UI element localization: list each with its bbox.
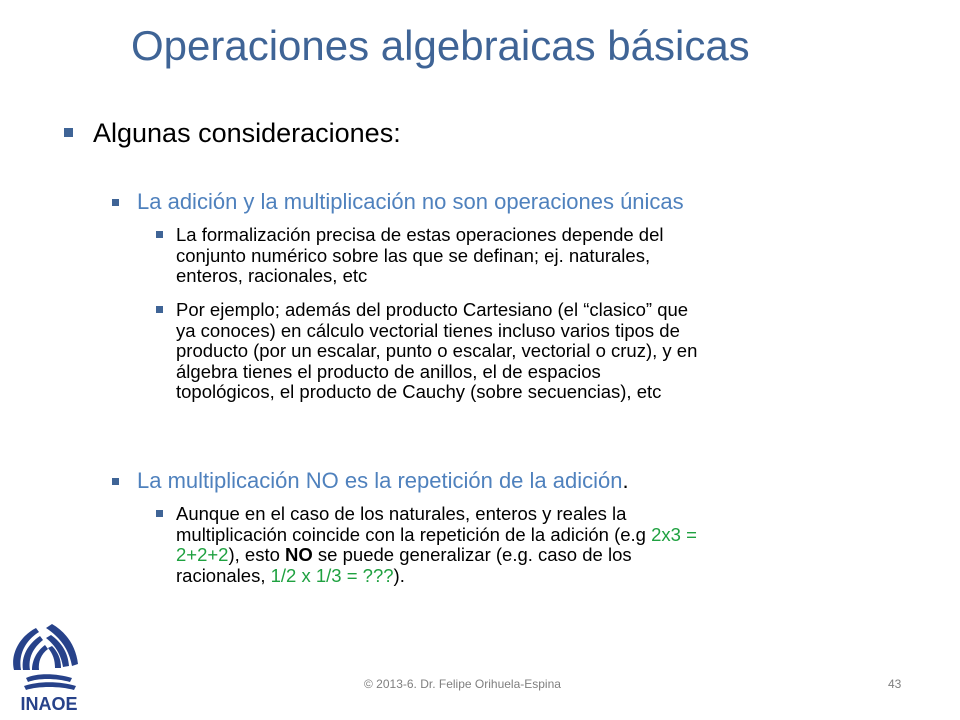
subheading-text: La multiplicación NO es la repetición de la adición [137,468,623,493]
text-line [176,566,916,587]
point-naturals-reals [176,504,916,586]
page-number: 43 [888,677,902,691]
text-line: Por ejemplo; además del producto Cartesiano (el “clasico” que [176,299,689,320]
text-segment: racionales, [176,564,271,586]
point-products-example [176,300,916,403]
point-formalization [176,225,916,287]
bullet-icon [64,128,73,137]
slide-title: Operaciones algebraicas básicas [131,22,750,69]
main-bullet-text: Algunas consideraciones: [93,118,401,148]
highlight-expression: 1/2 x 1/3 = ??? [270,564,394,586]
text-line: ya conoces) en cálculo vectorial tienes incluso varios tipos de [176,319,680,341]
text-line: topológicos, el producto de Cauchy (sobre secuencias), etc [176,381,662,402]
text-line: La formalización precisa de estas operaciones depende del [176,224,664,245]
highlight-expression: 2x3 = [651,523,697,545]
text-line: Aunque en el caso de los naturales, enteros y reales la [176,503,627,524]
bullet-icon [156,306,163,313]
text-segment: ), esto [228,544,286,565]
footer-copyright: © 2013-6. Dr. Felipe Orihuela-Espina [364,677,561,691]
text-line: enteros, racionales, etc [176,265,368,286]
logo-text: INAOE [20,694,78,714]
bullet-icon [112,478,119,485]
subheading-period: . [622,468,629,493]
subheading-addition-multiplication: La adición y la multiplicación no son operaciones únicas [137,189,684,214]
text-line [176,525,916,546]
text-line: álgebra tienes el producto de anillos, el de espacios [176,360,601,382]
highlight-expression: 2+2+2 [176,544,229,565]
bullet-icon [156,510,163,517]
bullet-icon [112,199,119,206]
text-line: conjunto numérico sobre las que se definan; ej. naturales, [176,244,651,266]
subheading-multiplication-not-repetition [137,468,629,494]
inaoe-logo-icon [6,618,92,719]
text-segment: se puede generalizar (e.g. caso de los [312,544,632,565]
text-segment: ). [393,564,405,586]
bullet-icon [156,231,163,238]
text-segment: multiplicación coincide con la repetición de la adición (e.g [176,523,652,545]
text-line [176,545,916,566]
emphasis-no: NO [285,544,313,565]
text-line: producto (por un escalar, punto o escalar, vectorial o cruz), y en [176,340,698,361]
inaoe-logo-graphic [6,618,92,714]
